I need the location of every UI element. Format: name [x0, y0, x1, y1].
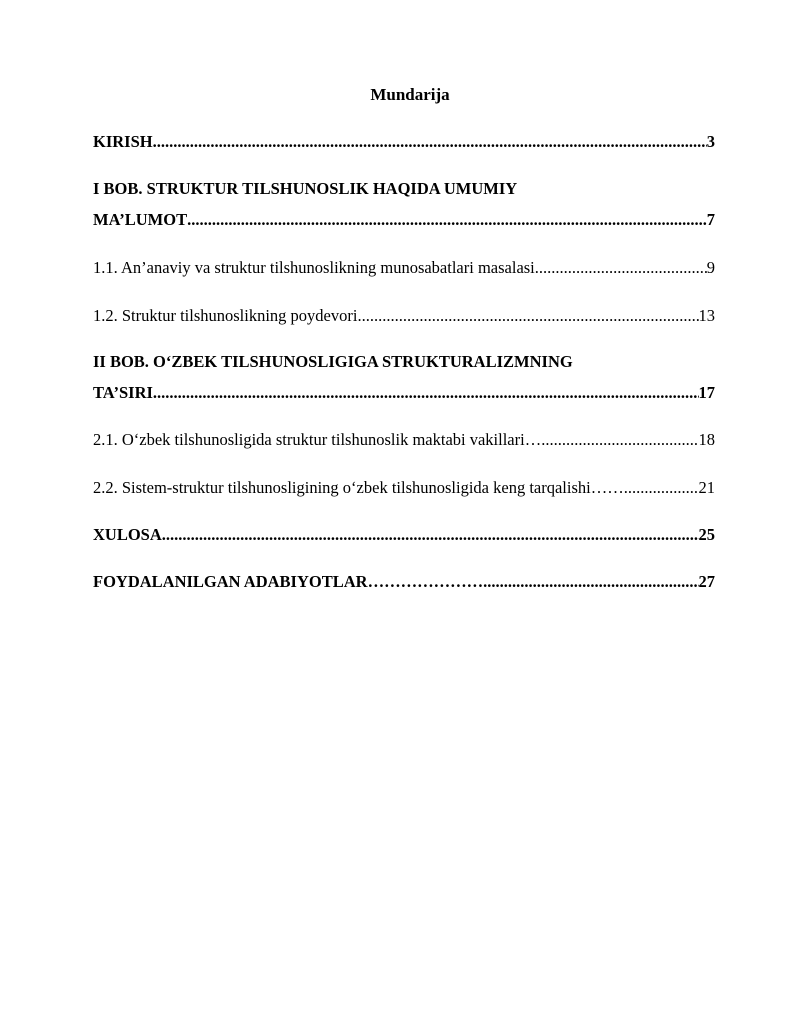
toc-entry-section-2-2[interactable]: [93, 477, 715, 499]
toc-entry-conclusion[interactable]: [93, 524, 715, 546]
dot-leader: [153, 382, 699, 404]
toc-entry-intro[interactable]: [93, 131, 715, 153]
toc-entry-text: FOYDALANILGAN ADABIYOTLAR…………………: [93, 572, 484, 591]
toc-page-number: 27: [698, 572, 715, 591]
dot-leader: [153, 131, 707, 153]
toc-entry-text: XULOSA: [93, 525, 162, 544]
toc-page-number: 9: [706, 258, 715, 277]
toc-entry-section-1-1[interactable]: [93, 257, 715, 279]
dot-leader: [541, 429, 698, 451]
toc-page-number: 7: [706, 210, 715, 229]
toc-entry-section-2-1[interactable]: [93, 429, 715, 451]
toc-page-number: 3: [706, 132, 715, 151]
dot-leader: [162, 524, 699, 546]
toc-entry-text: 2.2. Sistem-struktur tilshunosligining o‘zbek tilshunosligida keng tarqalishi……..: [93, 478, 632, 497]
dot-leader: [535, 257, 707, 279]
toc-entry-text: TA’SIRI: [93, 383, 153, 402]
dot-leader: [483, 571, 698, 593]
toc-entry-text: MA’LUMOT: [93, 210, 188, 229]
toc-entry-section-1-2[interactable]: [93, 305, 715, 327]
dot-leader: [187, 209, 707, 231]
toc-chapter1-heading[interactable]: I BOB. STRUKTUR TILSHUNOSLIK HAQIDA UMUMIY: [93, 179, 518, 198]
toc-page-number: 21: [698, 478, 715, 497]
toc-page-number: 18: [698, 430, 715, 449]
toc-title: Mundarija: [370, 85, 450, 104]
toc-entry-text: 2.1. O‘zbek tilshunosligida struktur tilshunoslik maktabi vakillari…: [93, 430, 542, 449]
dot-leader: [357, 305, 698, 327]
toc-chapter2-heading[interactable]: II BOB. O‘ZBEK TILSHUNOSLIGIGA STRUKTURALIZMNING: [93, 352, 573, 371]
toc-entry-chapter1[interactable]: [93, 209, 715, 231]
toc-entry-text: 1.2. Struktur tilshunoslikning poydevori: [93, 306, 358, 325]
toc-entry-text: KIRISH: [93, 132, 153, 151]
toc-page-number: 13: [698, 306, 715, 325]
toc-page-number: 25: [698, 525, 715, 544]
dot-leader: [632, 477, 699, 499]
toc-entry-references[interactable]: [93, 571, 715, 593]
toc-entry-text: 1.1. An’anaviy va struktur tilshunoslikning munosabatlari masalasi: [93, 258, 535, 277]
toc-entry-chapter2[interactable]: [93, 382, 715, 404]
toc-page-number: 17: [698, 383, 715, 402]
